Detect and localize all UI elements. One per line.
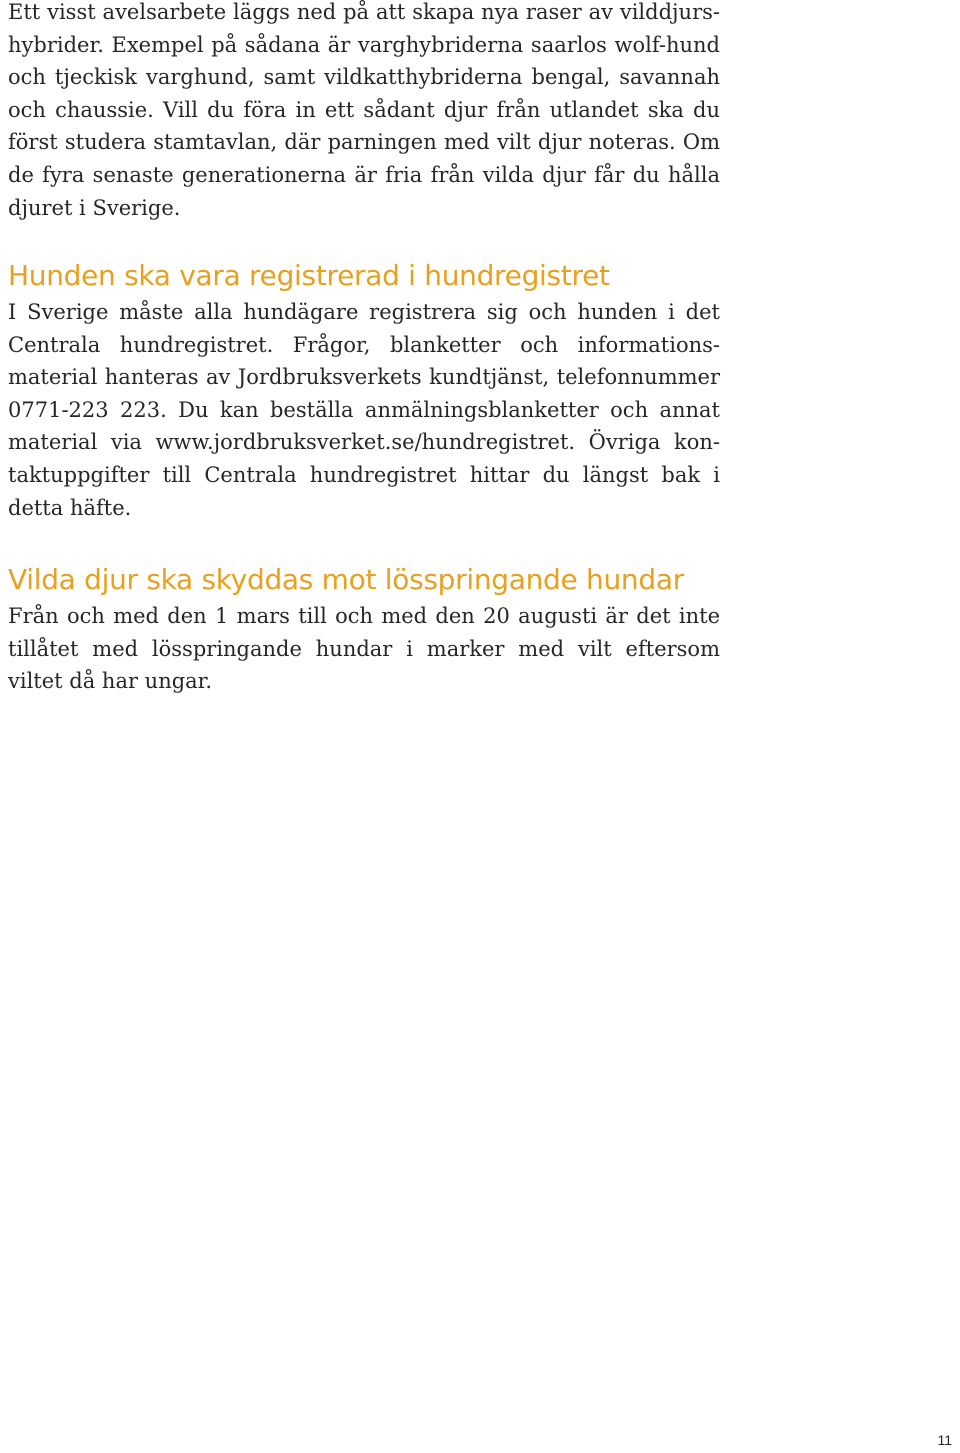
section-heading: Vilda djur ska skyddas mot lösspringande hundar bbox=[8, 563, 684, 596]
intro-paragraph: Ett visst avelsarbete läggs ned på att skapa nya raser av vilddjurs-hybrider. Exempel på sådana är varghybriderna saarlos wolf-hund och tjeckisk varghund, samt vildkatthybriderna bengal, savannah och chaussie. Vill du föra in ett sådant djur från utlandet ska du först studera stamtavlan, där parningen med vilt djur noteras. Om de fyra senaste generationerna är fria från vilda djur får du hålla djuret i Sverige. bbox=[8, 0, 720, 220]
section-wildlife-protection bbox=[8, 562, 720, 698]
section-paragraph: I Sverige måste alla hundägare registrera sig och hunden i det Centrala hundregistret. Frågor, blanketter och informations-material hanteras av Jordbruksverkets kundtjänst, telefonnummer 0771-223 223. Du kan beställa anmälningsblanketter och annat material via www.jordbruksverket.se/hundregistret. Övriga kon-taktuppgifter till Centrala hundregistret hittar du längst bak i detta häfte. bbox=[8, 300, 720, 520]
page-number: 11 bbox=[937, 1432, 952, 1448]
section-heading: Hunden ska vara registrerad i hundregistret bbox=[8, 259, 610, 292]
section-paragraph: Från och med den 1 mars till och med den 20 augusti är det inte tillåtet med lösspringande hundar i marker med vilt eftersom viltet då har ungar. bbox=[8, 604, 720, 694]
section-dog-registration bbox=[8, 258, 720, 524]
